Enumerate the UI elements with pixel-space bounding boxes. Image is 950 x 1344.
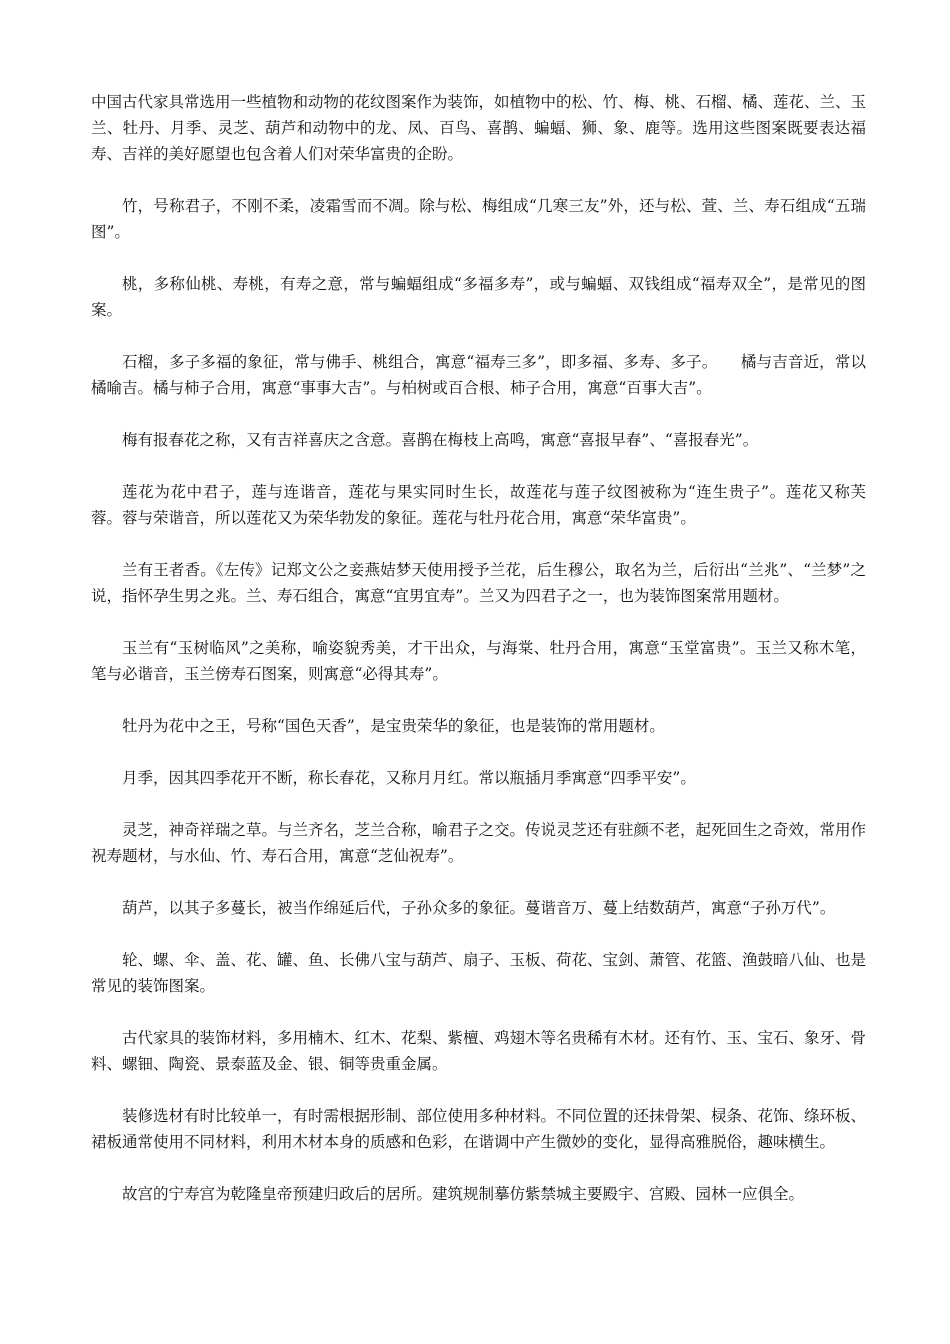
paragraph-materials: 古代家具的装饰材料，多用楠木、红木、花梨、紫檀、鸡翅木等名贵稀有木材。还有竹、玉、宝石、象牙、骨料、螺钿、陶瓷、景泰蓝及金、银、铜等贵重金属。 — [91, 1029, 867, 1073]
paragraph-eight-treasures: 轮、螺、伞、盖、花、罐、鱼、长佛八宝与葫芦、扇子、玉板、荷花、宝剑、萧管、花篮、渔鼓暗八仙、也是常见的装饰图案。 — [91, 951, 867, 995]
paragraph-pomegranate: 石榴，多子多福的象征，常与佛手、桃组合，寓意“福寿三多”，即多福、多寿、多子。 橘与吉音近，常以橘喻吉。橘与柿子合用，寓意“事事大吉”。与柏树或百合根、柿子合用，寓意“百事大吉”。 — [91, 353, 866, 397]
paragraph-plum: 梅有报春花之称，又有吉祥喜庆之含意。喜鹊在梅枝上高鸣，寓意“喜报早春”、“喜报春光”。 — [122, 431, 759, 449]
paragraph-decoration: 装修选材有时比较单一，有时需根据形制、部位使用多种材料。不同位置的还抹骨架、棂条、花饰、绦环板、裙板通常使用不同材料，利用木材本身的质感和色彩，在谐调中产生微妙的变化，显得高雅脱俗，趣味横生。 — [91, 1107, 867, 1151]
paragraph-peony: 牡丹为花中之王，号称“国色天香”，是宝贵荣华的象征，也是装饰的常用题材。 — [122, 717, 665, 735]
paragraph-bamboo: 竹，号称君子，不刚不柔，凌霜雪而不凋。除与松、梅组成“几寒三友”外，还与松、萱、兰、寿石组成“五瑞图”。 — [91, 197, 866, 241]
paragraph-rose: 月季，因其四季花开不断，称长春花，又称月月红。常以瓶插月季寓意“四季平安”。 — [122, 769, 696, 787]
paragraph-intro: 中国古代家具常选用一些植物和动物的花纹图案作为装饰，如植物中的松、竹、梅、桃、石榴、橘、莲花、兰、玉兰、牡丹、月季、灵芝、葫芦和动物中的龙、凤、百鸟、喜鹊、蝙蝠、狮、象、鹿等。选用这些图案既要表达福寿、吉祥的美好愿望也包含着人们对荣华富贵的企盼。 — [91, 93, 867, 163]
paragraph-lotus: 莲花为花中君子，莲与连谐音，莲花与果实同时生长，故莲花与莲子纹图被称为“连生贵子”。莲花又称芙蓉。蓉与荣谐音，所以莲花又为荣华勃发的象征。莲花与牡丹花合用，寓意“荣华富贵”。 — [91, 483, 866, 527]
paragraph-peach: 桃，多称仙桃、寿桃，有寿之意，常与蝙蝠组成“多福多寿”，或与蝙蝠、双钱组成“福寿双全”，是常见的图案。 — [91, 275, 866, 319]
document-body — [91, 89, 866, 1233]
paragraph-magnolia: 玉兰有“玉树临风”之美称，喻姿貌秀美，才干出众，与海棠、牡丹合用，寓意“玉堂富贵”。玉兰又称木笔，笔与必谐音，玉兰傍寿石图案，则寓意“必得其寿”。 — [91, 639, 866, 683]
paragraph-gourd: 葫芦，以其子多蔓长，被当作绵延后代，子孙众多的象征。蔓谐音万、蔓上结数葫芦，寓意“子孙万代”。 — [122, 899, 836, 917]
paragraph-lingzhi: 灵芝，神奇祥瑞之草。与兰齐名，芝兰合称，喻君子之交。传说灵芝还有驻颜不老，起死回生之奇效，常用作祝寿题材，与水仙、竹、寿石合用，寓意“芝仙祝寿”。 — [91, 821, 867, 865]
paragraph-palace: 故宫的宁寿宫为乾隆皇帝预建归政后的居所。建筑规制摹仿紫禁城主要殿宇、宫殿、园林一应俱全。 — [122, 1185, 805, 1203]
paragraph-orchid: 兰有王者香。《左传》记郑文公之妾燕姞梦天使用授予兰花，后生穆公，取名为兰，后衍出“兰兆”、“兰梦”之说，指怀孕生男之兆。兰、寿石组合，寓意“宜男宜寿”。兰又为四君子之一，也为装饰图案常用题材。 — [91, 561, 866, 605]
